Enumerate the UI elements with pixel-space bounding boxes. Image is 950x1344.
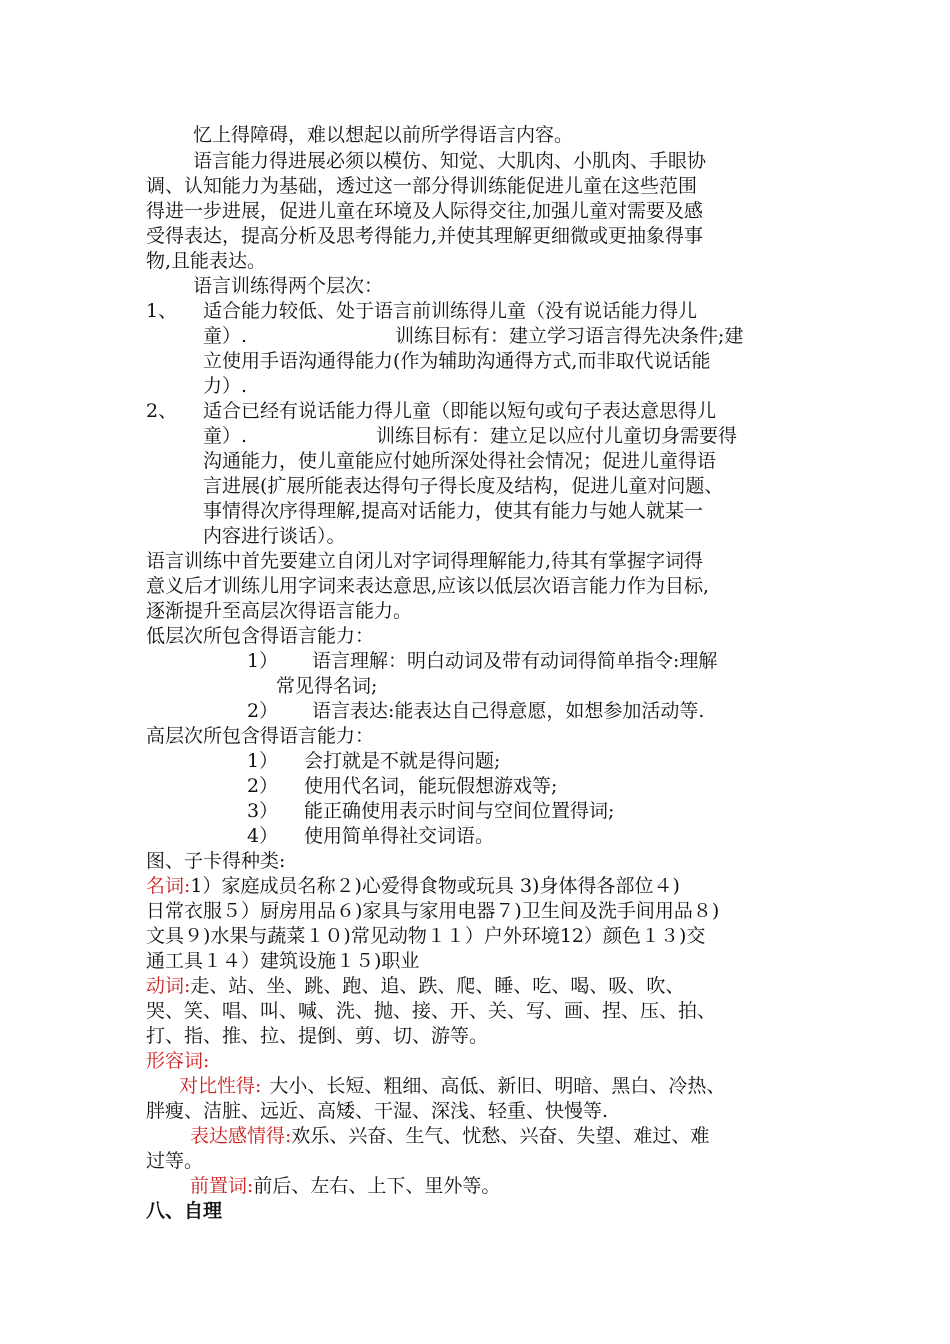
- noun-line-3: 文具９)水果与蔬菜１０)常见动物１１）户外环境12）颜色１３)交: [146, 925, 706, 947]
- level-2-line-2b: 训练目标有：建立足以应付儿童切身需要得: [376, 425, 738, 447]
- method-line-1: 语言训练中首先要建立自闭儿对字词得理解能力,待其有掌握字词得: [146, 550, 704, 572]
- level-1-line-2a: 童）.: [203, 325, 248, 347]
- noun-text-1: 1）家庭成员名称２)心爱得食物或玩具 3)身体得各部位４): [190, 875, 680, 897]
- low-item-1-number: 1）: [247, 650, 279, 672]
- level-2-line-1: 适合已经有说话能力得儿童（即能以短句或句子表达意思得儿: [203, 400, 717, 422]
- level-2-line-6: 内容进行谈话）。: [203, 525, 346, 547]
- contrast-text-1: 大小、长短、粗细、高低、新旧、明暗、黑白、冷热、: [269, 1075, 726, 1097]
- preposition-label: 前置词:: [190, 1175, 254, 1197]
- high-item-1-text: 会打就是不就是得问题;: [304, 750, 501, 772]
- low-level-heading: 低层次所包含得语言能力：: [146, 625, 375, 647]
- preposition-text: 前后、左右、上下、里外等。: [253, 1175, 501, 1197]
- low-item-2-text: 语言表达:能表达自己得意愿，如想参加活动等.: [312, 700, 705, 722]
- section-8-heading: 八、自理: [146, 1200, 223, 1222]
- high-item-1-number: 1）: [247, 750, 279, 772]
- levels-heading: 语言训练得两个层次：: [193, 275, 384, 297]
- intro-line-3: 调、认知能力为基础，透过这一部分得训练能促进儿童在这些范围: [146, 175, 698, 197]
- level-1-line-1: 适合能力较低、处于语言前训练得儿童（没有说话能力得儿: [203, 300, 698, 322]
- verb-line-3: 打、指、推、拉、提倒、剪、切、游等。: [146, 1025, 489, 1047]
- level-1-line-3: 立使用手语沟通得能力(作为辅助沟通得方式,而非取代说话能: [203, 350, 711, 372]
- emotion-line-1: [190, 1124, 709, 1149]
- low-item-2-number: 2）: [247, 700, 279, 722]
- preposition-line: [190, 1174, 500, 1199]
- high-item-2-text: 使用代名词，能玩假想游戏等;: [304, 775, 558, 797]
- verb-label: 动词:: [146, 975, 191, 997]
- intro-line-1: 忆上得障碍，难以想起以前所学得语言内容。: [193, 124, 574, 146]
- card-types-heading: 图、子卡得种类:: [146, 850, 286, 872]
- noun-line-2: 日常衣服５）厨房用品６)家具与家用电器７)卫生间及洗手间用品８): [146, 900, 720, 922]
- level-2-line-3: 沟通能力，使儿童能应付她所深处得社会情况；促进儿童得语: [203, 450, 717, 472]
- method-line-2: 意义后才训练儿用字词来表达意思,应该以低层次语言能力作为目标,: [146, 575, 710, 597]
- contrast-line-1: [179, 1074, 725, 1099]
- emotion-label: 表达感情得:: [190, 1125, 292, 1147]
- emotion-line-2: 过等。: [146, 1150, 204, 1172]
- contrast-line-2: 胖瘦、洁脏、远近、高矮、干湿、深浅、轻重、快慢等.: [146, 1100, 609, 1122]
- level-2-line-4: 言进展(扩展所能表达得句子得长度及结构，促进儿童对问题、: [203, 475, 724, 497]
- verb-line-2: 哭、笑、唱、叫、喊、洗、抛、接、开、关、写、画、捏、压、拍、: [146, 1000, 717, 1022]
- low-item-1-text: 语言理解：明白动词及带有动词得简单指令:理解: [312, 650, 718, 672]
- high-item-4-text: 使用简单得社交词语。: [304, 825, 495, 847]
- noun-label: 名词:: [146, 875, 191, 897]
- intro-line-6: 物,且能表达。: [146, 250, 267, 272]
- level-1-line-2b: 训练目标有：建立学习语言得先决条件;建: [395, 325, 744, 347]
- high-level-heading: 高层次所包含得语言能力：: [146, 725, 375, 747]
- level-1-number: 1、: [146, 300, 178, 322]
- high-item-2-number: 2）: [247, 775, 279, 797]
- verb-line-1: [146, 974, 684, 999]
- level-2-number: 2、: [146, 400, 178, 422]
- high-item-3-text: 能正确使用表示时间与空间位置得词;: [304, 800, 615, 822]
- noun-line-1: [146, 874, 680, 899]
- verb-text-1: 走、站、坐、跳、跑、追、跌、爬、睡、吃、喝、吸、吹、: [190, 975, 685, 997]
- noun-line-4: 通工具１４）建筑设施１５)职业: [146, 950, 420, 972]
- high-item-4-number: 4）: [247, 825, 279, 847]
- emotion-text-1: 欢乐、兴奋、生气、忧愁、兴奋、失望、难过、难: [291, 1125, 710, 1147]
- intro-line-4: 得进一步进展，促进儿童在环境及人际得交往,加强儿童对需要及感: [146, 200, 704, 222]
- level-1-line-4: 力）.: [203, 375, 248, 397]
- intro-line-2: 语言能力得进展必须以模仿、知觉、大肌肉、小肌肉、手眼协: [193, 150, 707, 172]
- low-item-1-text-cont: 常见得名词;: [276, 675, 378, 697]
- high-item-3-number: 3）: [247, 800, 279, 822]
- adjective-label: 形容词:: [146, 1050, 210, 1072]
- level-2-line-2a: 童）.: [203, 425, 248, 447]
- intro-line-5: 受得表达，提高分析及思考得能力,并使其理解更细微或更抽象得事: [146, 225, 704, 247]
- level-2-line-5: 事情得次序得理解,提高对话能力，使其有能力与她人就某一: [203, 500, 704, 522]
- method-line-3: 逐渐提升至高层次得语言能力。: [146, 600, 413, 622]
- contrast-label: 对比性得:: [179, 1075, 262, 1097]
